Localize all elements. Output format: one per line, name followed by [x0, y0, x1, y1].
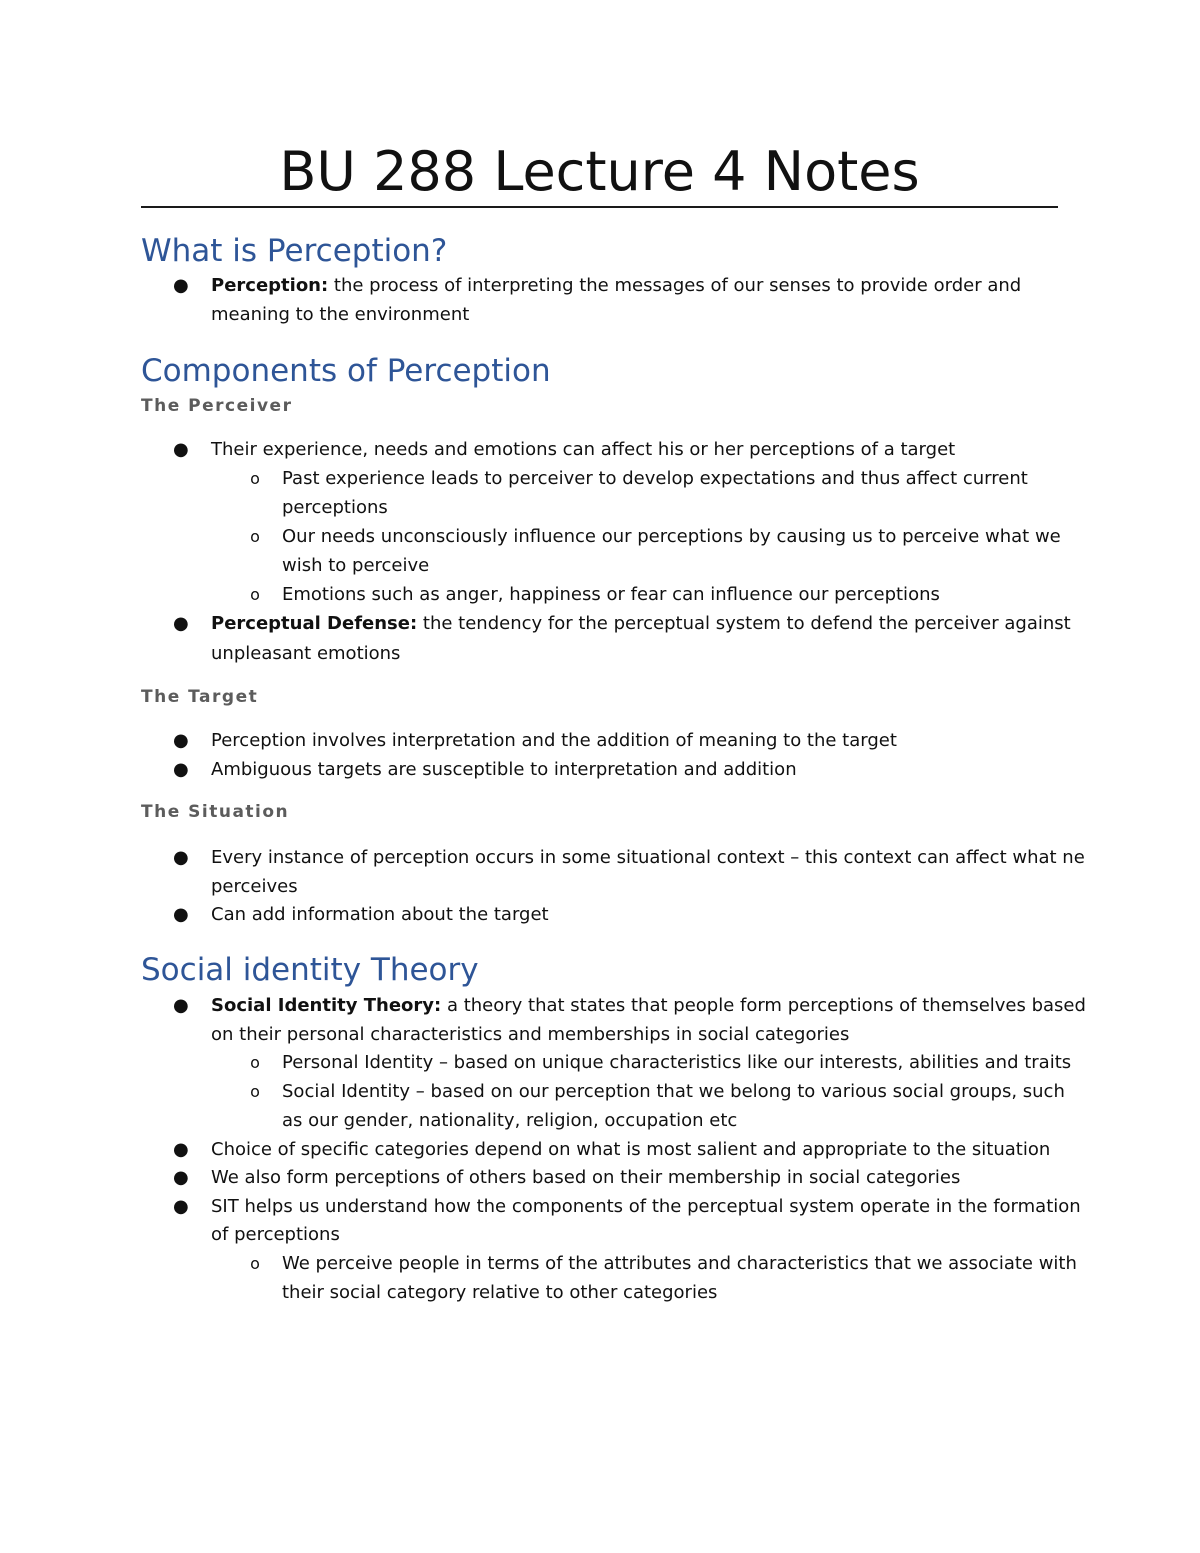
heading-components-of-perception: Components of Perception — [141, 353, 551, 389]
bullet-icon: ● — [173, 1167, 189, 1188]
sub-list-item: Past experience leads to perceiver to develop expectations and thus affect current — [282, 468, 1028, 489]
term-label: Perception: — [211, 275, 329, 296]
subbullet-icon: o — [250, 527, 260, 546]
subbullet-icon: o — [250, 585, 260, 604]
bullet-icon: ● — [173, 275, 189, 296]
sub-list-item: Social Identity – based on our perception that we belong to various social groups, such — [282, 1081, 1065, 1102]
subbullet-icon: o — [250, 1254, 260, 1273]
list-item: SIT helps us understand how the components of the perceptual system operate in the formation — [211, 1196, 1081, 1217]
list-item-continuation: meaning to the environment — [211, 304, 470, 325]
sub-list-item: Personal Identity – based on unique characteristics like our interests, abilities and traits — [282, 1052, 1072, 1073]
bullet-icon: ● — [173, 1139, 189, 1160]
title-divider — [141, 206, 1058, 208]
list-item: Ambiguous targets are susceptible to interpretation and addition — [211, 759, 797, 780]
list-item-continuation: of perceptions — [211, 1224, 340, 1245]
sub-list-item-continuation: wish to perceive — [282, 555, 430, 576]
bullet-icon: ● — [173, 1196, 189, 1217]
subbullet-icon: o — [250, 1053, 260, 1072]
list-item — [211, 994, 1086, 1018]
list-item — [211, 612, 1071, 636]
sub-list-item: We perceive people in terms of the attributes and characteristics that we associate with — [282, 1253, 1077, 1274]
bullet-icon: ● — [173, 759, 189, 780]
list-item: Choice of specific categories depend on what is most salient and appropriate to the situation — [211, 1139, 1051, 1160]
heading-social-identity-theory: Social identity Theory — [141, 952, 479, 988]
list-item-continuation: on their personal characteristics and memberships in social categories — [211, 1024, 850, 1045]
list-item-continuation: unpleasant emotions — [211, 643, 401, 664]
document-title: BU 288 Lecture 4 Notes — [279, 140, 920, 203]
bullet-icon: ● — [173, 439, 189, 460]
sub-list-item: Our needs unconsciously influence our perceptions by causing us to perceive what we — [282, 526, 1061, 547]
sub-list-item: Emotions such as anger, happiness or fear can influence our perceptions — [282, 584, 940, 605]
bullet-icon: ● — [173, 730, 189, 751]
subbullet-icon: o — [250, 1082, 260, 1101]
list-item: Every instance of perception occurs in some situational context – this context can affect what ne — [211, 847, 1085, 868]
sub-list-item-continuation: their social category relative to other categories — [282, 1282, 718, 1303]
list-item: Perception involves interpretation and the addition of meaning to the target — [211, 730, 897, 751]
subheading-the-target: The Target — [141, 687, 259, 707]
bullet-icon: ● — [173, 995, 189, 1016]
definition-text: the tendency for the perceptual system to defend the perceiver against — [417, 613, 1071, 634]
list-item: Their experience, needs and emotions can affect his or her perceptions of a target — [211, 439, 956, 460]
subheading-the-perceiver: The Perceiver — [141, 396, 293, 416]
term-label: Perceptual Defense: — [211, 613, 418, 634]
list-item-continuation: perceives — [211, 876, 298, 897]
definition-text: the process of interpreting the messages of our senses to provide order and — [328, 275, 1022, 296]
bullet-icon: ● — [173, 613, 189, 634]
bullet-icon: ● — [173, 847, 189, 868]
list-item: We also form perceptions of others based on their membership in social categories — [211, 1167, 961, 1188]
sub-list-item-continuation: as our gender, nationality, religion, occupation etc — [282, 1110, 738, 1131]
subheading-the-situation: The Situation — [141, 802, 290, 822]
definition-text: a theory that states that people form perceptions of themselves based — [441, 995, 1086, 1016]
heading-what-is-perception: What is Perception? — [141, 233, 448, 269]
bullet-icon: ● — [173, 904, 189, 925]
term-label: Social Identity Theory: — [211, 995, 442, 1016]
list-item — [211, 274, 1021, 298]
list-item: Can add information about the target — [211, 904, 549, 925]
subbullet-icon: o — [250, 469, 260, 488]
sub-list-item-continuation: perceptions — [282, 497, 388, 518]
